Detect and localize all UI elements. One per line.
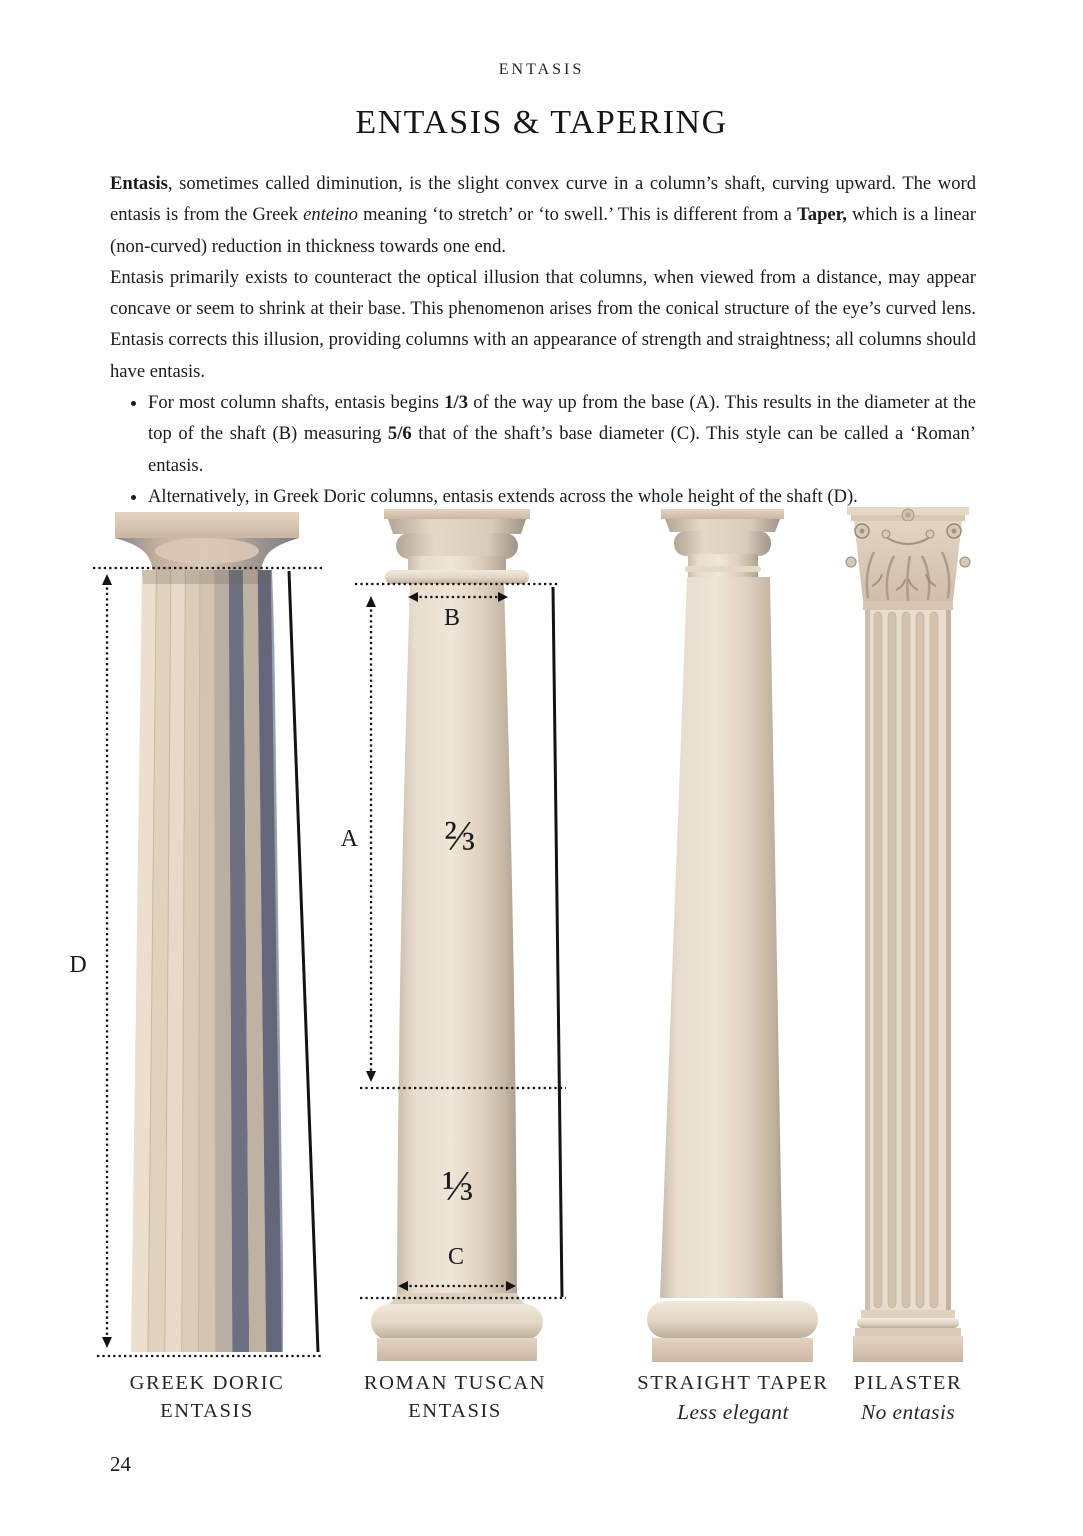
tuscan-plinth: [377, 1338, 537, 1361]
pilaster-illustration: [846, 507, 970, 1362]
caption-pilaster: [768, 1372, 1048, 1425]
side-curl-icon: [846, 557, 856, 567]
pilaster-plinth: [853, 1336, 963, 1362]
rosette-center: [906, 513, 911, 518]
pilaster-fillet: [863, 601, 953, 610]
caption-title: PILASTER: [853, 1372, 963, 1394]
taper-torus: [647, 1301, 818, 1338]
taper-abacus: [661, 509, 784, 519]
text-run: Entasis: [110, 173, 168, 194]
text-run: Entasis primarily exists to counteract the optical illusion that columns, when viewed from a distance, may appear concave or seem to shrink at their base. This phenomenon arises from the conical structure of the eye’s curved lens. Entasis corrects this illusion, providing columns with an appearance of strength and straightness; all columns should have entasis.: [110, 266, 976, 382]
pilaster-shaft-right-shade: [946, 610, 951, 1310]
volute-eye: [952, 529, 957, 534]
column-comparison-figure: [0, 500, 1083, 1380]
tuscan-taper-reference-line: [553, 587, 562, 1297]
caption-roman-tuscan: [315, 1372, 595, 1423]
text-run: which is a linear (non-curved) reduction in thickness towards one end.: [110, 204, 976, 257]
doric-echinus-dome: [155, 538, 259, 564]
arrowhead-up-icon: [102, 574, 112, 585]
running-head: ENTASIS: [498, 61, 585, 78]
page-number: 24: [110, 1452, 131, 1476]
text-run: enteino: [303, 204, 358, 226]
text-run: Alternatively, in Greek Doric columns, entasis extends across the whole height of the shaft (D).: [148, 485, 858, 507]
doric-abacus: [115, 512, 299, 538]
lower-fraction-label: ⅓: [442, 1164, 474, 1210]
pilaster-shaft-left-shade: [865, 610, 870, 1310]
doric-taper-reference-line: [289, 571, 318, 1352]
bullet-item: [148, 387, 976, 481]
dimension-label-c: C: [447, 1244, 465, 1270]
taper-neck-ring: [685, 566, 761, 572]
upper-fraction-label: ⅔: [444, 814, 476, 860]
body-text: [110, 168, 976, 512]
pilaster-base-band: [855, 1328, 961, 1336]
taper-plinth: [652, 1338, 813, 1362]
caption-subtitle: Less elegant: [677, 1400, 789, 1424]
text-run: For most column shafts, entasis begins: [148, 392, 445, 414]
arrowhead-down-icon: [102, 1337, 112, 1348]
taper-echinus: [674, 531, 771, 556]
text-run: , sometimes called diminution, is the slight convex curve in a column’s shaft, curving upward. The word entasis is from the Greek: [110, 173, 976, 226]
side-curl-icon: [960, 557, 970, 567]
dimension-label-b: B: [443, 605, 461, 631]
dimension-label-a: A: [340, 826, 358, 852]
taper-cyma: [665, 519, 780, 532]
text-run: meaning ‘to stretch’ or ‘to swell.’ This is different from a: [357, 204, 798, 226]
pilaster-base-torus: [857, 1318, 959, 1328]
caption-subtitle: ENTASIS: [408, 1400, 502, 1422]
text-run: Taper,: [797, 204, 847, 226]
volute-eye: [860, 529, 865, 534]
caption-title: ROMAN TUSCAN: [363, 1372, 547, 1394]
arrowhead-up-icon: [366, 596, 376, 607]
volute-scroll-icon: [882, 530, 890, 538]
body-paragraph: [110, 168, 976, 262]
tuscan-abacus: [384, 509, 530, 519]
text-run: 1/3: [444, 392, 469, 414]
caption-title: GREEK DORIC: [129, 1372, 285, 1394]
bullet-list: [110, 387, 976, 512]
dimension-label-d: D: [69, 952, 87, 978]
text-run: 5/6: [387, 423, 412, 445]
pilaster-base-fillet: [861, 1310, 955, 1318]
straight-taper-column-illustration: [647, 509, 818, 1362]
volute-scroll-icon: [926, 530, 934, 538]
caption-subtitle: ENTASIS: [160, 1400, 254, 1422]
caption-greek-doric: [67, 1372, 347, 1423]
arrowhead-down-icon: [366, 1071, 376, 1082]
tuscan-echinus: [396, 533, 518, 559]
tuscan-torus: [371, 1304, 543, 1340]
greek-doric-column-illustration: [69, 512, 323, 1356]
caption-title: STRAIGHT TAPER: [637, 1372, 829, 1394]
text-run: of the way up from the base (A). This results in the diameter at the top of the shaft (B) measuring: [148, 392, 977, 445]
page-title: ENTASIS & TAPERING: [355, 104, 728, 141]
doric-fluted-shaft: [131, 570, 283, 1352]
body-paragraph: [110, 262, 976, 387]
taper-shaft: [660, 577, 783, 1298]
tuscan-astragal: [385, 570, 529, 584]
text-run: that of the shaft’s base diameter (C). This style can be called a ‘Roman’ entasis.: [148, 423, 976, 476]
taper-neck: [688, 554, 758, 577]
caption-subtitle: No entasis: [860, 1400, 956, 1424]
roman-tuscan-column-illustration: [341, 509, 566, 1361]
tuscan-cyma: [388, 519, 526, 534]
